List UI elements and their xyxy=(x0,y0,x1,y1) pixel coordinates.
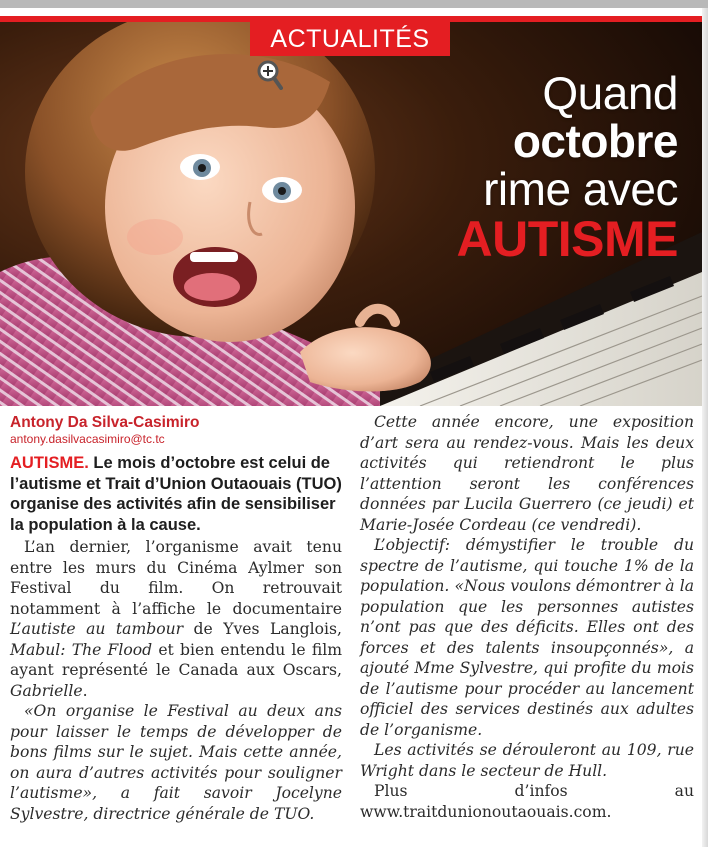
headline-line-1: Quand xyxy=(542,67,678,119)
headline-line-3: rime avec xyxy=(483,163,678,215)
lead-text: Le mois d’octobre est celui de l’autisme et Trait d’Union Outaouais (TUO) organise des activités afin de sensibiliser la population à la cause. xyxy=(10,454,342,534)
page-edge xyxy=(702,8,708,847)
magnifier-icon[interactable] xyxy=(257,60,283,90)
headline-line-2: octobre xyxy=(512,115,678,167)
p1-title-documentary: L’autiste au tambour xyxy=(10,620,184,638)
paragraph-5: Les activités se dérouleront au 109, rue Wright dans le secteur de Hull. xyxy=(360,741,694,780)
p1-title-gabrielle: Gabrielle xyxy=(10,681,83,700)
paragraph-6: Plus d’infos au www.traitdunionoutaouais.com. xyxy=(360,782,694,821)
left-column xyxy=(10,414,342,824)
paragraph-4: L’objectif: démystifier le trouble du spectre de l’autisme, qui touche 1% de la population. «Nous voulons démontrer à la population que les personnes autistes n’ont pas que des déficits. Elles ont des forces et des talents insoupçonnés», a ajouté Mme Sylvestre, qui profite du mois de l’autisme pour procéder au lancement officiel des services destinés aux adultes de l’organisme. xyxy=(360,536,694,739)
p1-text-c: de Yves Langlois, xyxy=(183,620,342,638)
paragraph-3: Cette année encore, une exposition d’art sera au rendez-vous. Mais les deux activités qui retiendront le plus l’attention seront les conférences données par Lucila Guerrero (ce jeudi) et Marie-Josée Cordeau (ce vendredi). xyxy=(360,413,694,534)
right-column xyxy=(360,412,694,822)
author-email[interactable]: antony.dasilvacasimiro@tc.tc xyxy=(10,432,165,446)
lead-keyword: AUTISME. xyxy=(10,454,89,472)
p1-text-e: et bien entendu le film ayant représenté le Canada aux Oscars, xyxy=(10,640,343,679)
paragraph-1 xyxy=(10,537,342,701)
section-label: ACTUALITÉS xyxy=(250,22,450,56)
p1-text-g: . xyxy=(82,681,88,700)
author-name: Antony Da Silva-Casimiro xyxy=(10,414,200,431)
headline xyxy=(348,67,678,267)
p1-text-a: L’an dernier, l’organisme avait tenu entre les murs du Cinéma Aylmer son Festival du film. On retrouvait notamment à l’affiche le documentaire xyxy=(10,538,342,618)
headline-line-4: AUTISME xyxy=(456,211,678,267)
p1-title-mabul: Mabul: The Flood xyxy=(10,640,153,659)
paragraph-2: «On organise le Festival au deux ans pour laisser le temps de développer de bons films sur le sujet. Mais cette année, on aura d’autres activités pour souligner l’autisme», a fait savoir Jocelyne Sylvestre, directrice générale de TUO. xyxy=(10,702,342,823)
top-border xyxy=(0,0,708,8)
lead-paragraph xyxy=(10,453,342,535)
